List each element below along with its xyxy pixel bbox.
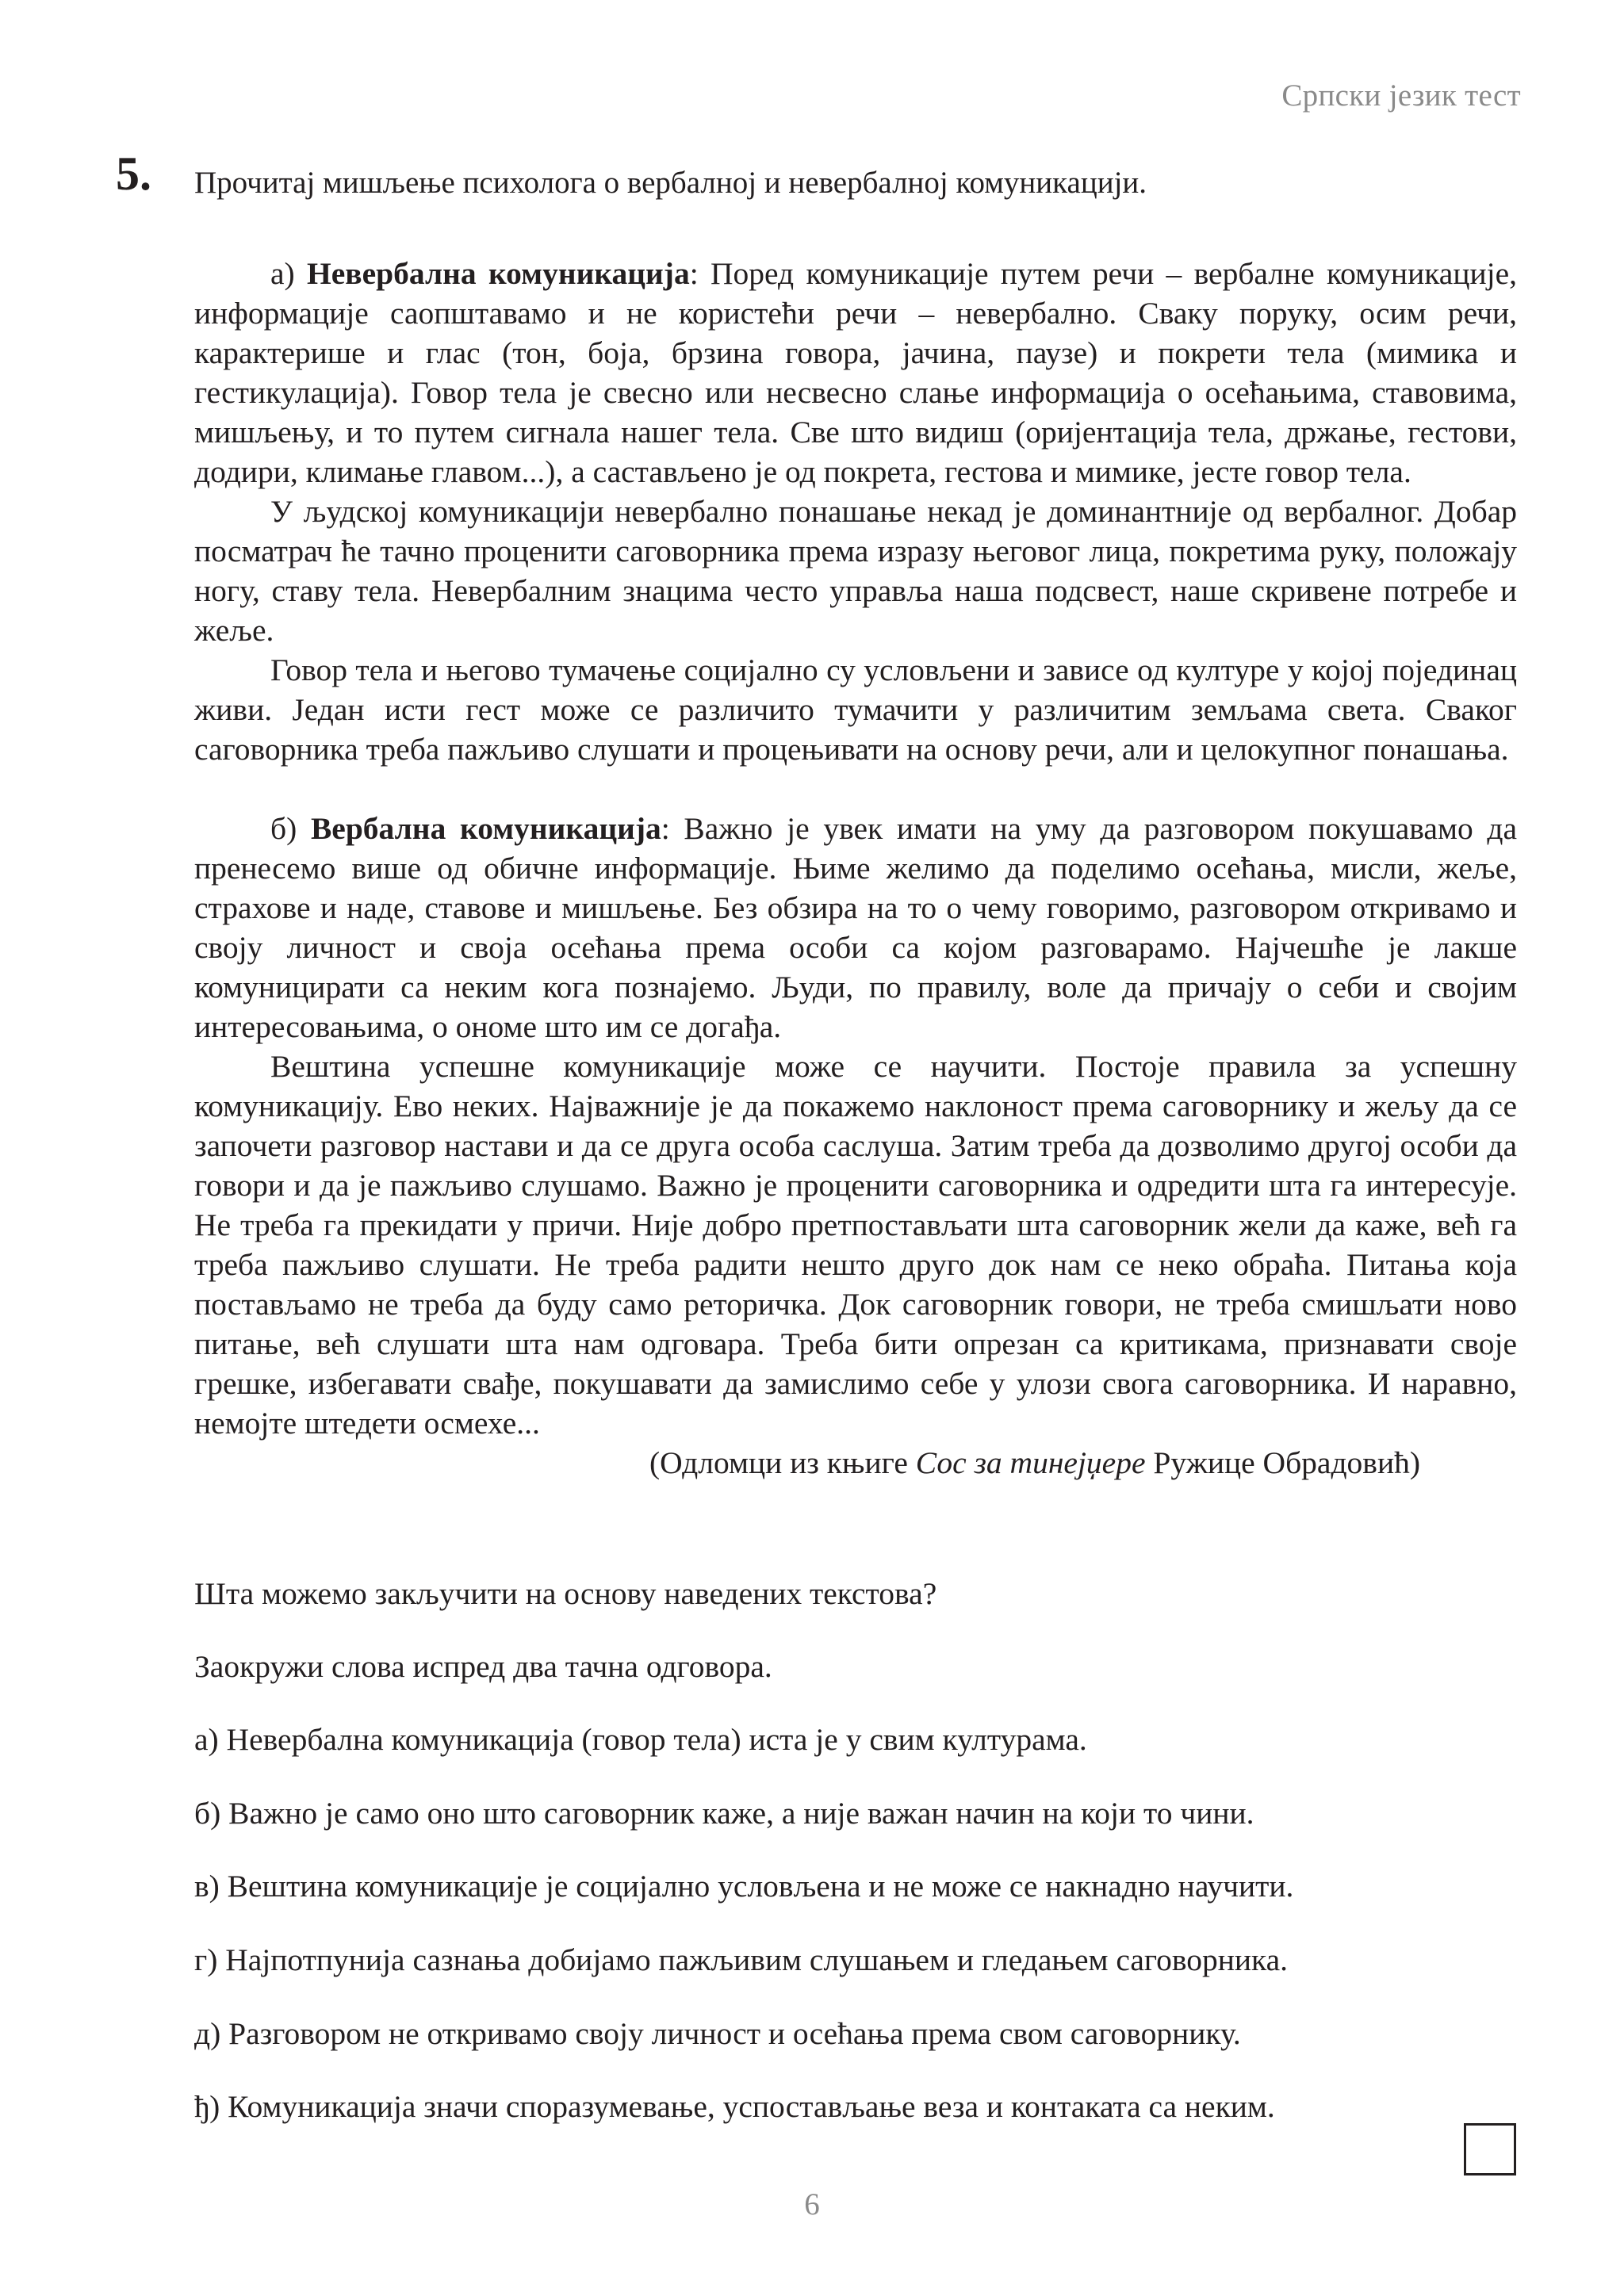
option-b[interactable]: б) Важно је само оно што саговорник каже, а није важан начин на који то чини.: [194, 1796, 1254, 1831]
paragraph-b1: б) Вербална комуникација: Важно је увек имати на уму да разговором покушавамо да пренесемо више од обичне информације. Њиме желимо да поделимо осећања, мисли, жеље, страхове и наде, ставове и мишљење. Без обзира на то о чему говоримо, разговором откривамо и своју личност и своја осећања према особи са којом разговарамо. Најчешће је лакше комуницирати са неким кога познајемо. Људи, по правилу, воле да причају о себи и својим интересовањима, о ономе што им се догађа.: [194, 811, 1518, 1044]
task-instruction: Заокружи слова испред два тачна одговора.: [194, 1649, 772, 1684]
book-title: Сос за тинејџере: [915, 1445, 1146, 1480]
option-v[interactable]: в) Вештина комуникације је социјално условљена и не може се накнадно научити.: [194, 1869, 1294, 1904]
term-nonverbal: Невербална комуникација: [307, 256, 690, 291]
header-title: Српски језик тест: [1281, 78, 1521, 113]
question-prompt: Прочитај мишљење психолога о вербалној и невербалној комуникацији.: [194, 166, 1147, 200]
paragraph-a2: У људској комуникацији невербално понашање некад је доминантније од вербалног. Добар посматрач ће тачно проценити саговорника према изразу његовог лица, покретима руку, положају ногу, ставу тела. Невербалним знацима често управља наша подсвест, наше скривене потребе и жеље.: [194, 494, 1517, 648]
term-verbal: Вербална комуникација: [310, 811, 661, 846]
option-a[interactable]: а) Невербална комуникација (говор тела) иста је у свим културама.: [194, 1722, 1087, 1757]
paragraph-a3: Говор тела и његово тумачење социјално су условљени и зависе од културе у којој појединац живи. Један исти гест може се различито тумачити у различитим земљама света. Сваког саговорника треба пажљиво слушати и процењивати на основу речи, али и целокупног понашања.: [194, 652, 1517, 767]
page-number: 6: [804, 2187, 820, 2221]
passage: [194, 254, 1517, 1483]
task-question: Шта можемо закључити на основу наведених текстова?: [194, 1576, 937, 1611]
option-dj[interactable]: ђ) Комуникација значи споразумевање, успостављање веза и контаката са неким.: [194, 2089, 1275, 2124]
option-g[interactable]: г) Најпотпунија сазнања добијамо пажљивим слушањем и гледањем саговорника.: [194, 1942, 1289, 1977]
paragraph-a1: а) Невербална комуникација: Поред комуникације путем речи – вербалне комуникације, информације саопштавамо и не користећи речи – невербално. Сваку поруку, осим речи, карактерише и глас (тон, боја, брзина говора, јачина, паузе) и покрети тела (мимика и гестикулација). Говор тела је свесно или несвесно слање информација о осећањима, ставовима, мишљењу, и то путем сигнала нашег тела. Све што видиш (оријентација тела, држање, гестови, додири, климање главом...), а састављено је од покрета, гестова и мимике, јесте говор тела.: [194, 256, 1517, 489]
question-number: 5.: [116, 147, 151, 200]
option-d[interactable]: д) Разговором не откривамо своју личност и осећања према свом саговорнику.: [194, 2016, 1241, 2051]
score-box[interactable]: [1464, 2123, 1516, 2175]
paragraph-b2: Вештина успешне комуникације може се научити. Постоје правила за успешну комуникацију. Ево неких. Најважније је да покажемо наклоност према саговорнику и жељу да се започети разговор настави и да се друга особа саслуша. Затим треба да дозволимо другој особи да говори и да је пажљиво слушамо. Важно је проценити саговорника и одредити шта га интересује. Не треба га прекидати у причи. Није добро претпостављати шта саговорник жели да каже, већ га треба пажљиво слушати. Не треба радити нешто друго док нам се неко обраћа. Питања која постављамо не треба да буду само реторичка. Док саговорник говори, не треба смишљати ново питање, већ слушати шта нам одговара. Треба бити опрезан са критикама, признавати своје грешке, избегавати свађе, покушавати да замислимо себе у улози свога саговорника. И наравно, немојте штедети осмехе...: [194, 1049, 1517, 1441]
source-citation: (Одломци из књиге Сос за тинејџере Ружице Обрадовић): [649, 1445, 1420, 1480]
